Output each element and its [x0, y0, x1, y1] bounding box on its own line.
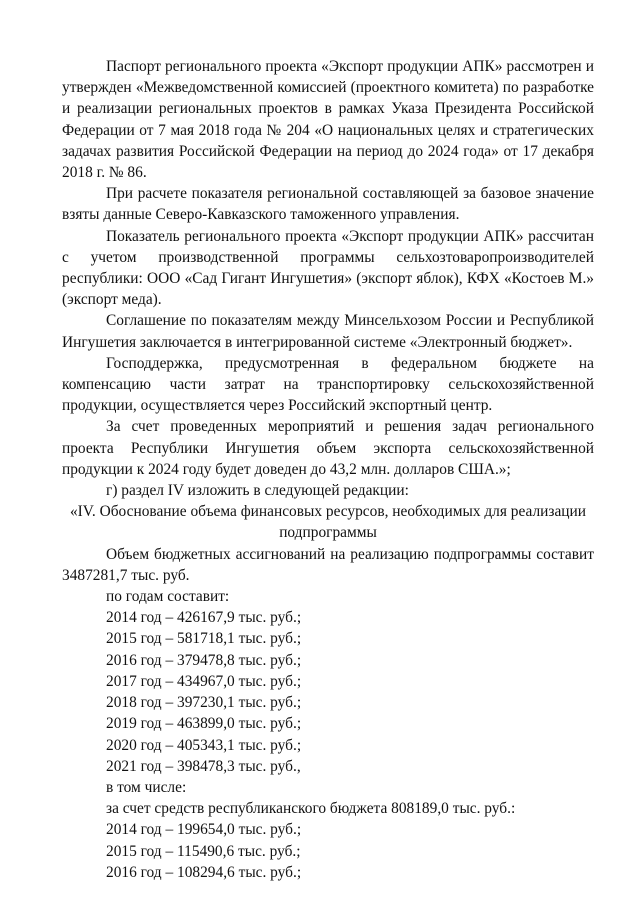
including-label: в том числе:: [106, 778, 187, 796]
year-line: 2016 год – 379478,8 тыс. руб.;: [106, 651, 302, 669]
year-line: 2017 год – 434967,0 тыс. руб.;: [106, 672, 302, 690]
paragraph-passport: Паспорт регионального проекта «Экспорт продукции АПК» рассмотрен и утвержден «Межведомственной комиссией (проектного комитета) по разработке и реализации региональных проектов в рамках Указа Президента Российской Федерации от 7 мая 2018 года № 204 «О национальных целях и стратегических задачах развития Российской Федерации на период до 2024 года» от 17 декабря 2018 г. № 86.: [62, 58, 594, 182]
by-years-label: по годам составит:: [106, 588, 230, 606]
section-heading: «IV. Обоснование объема финансовых ресурсов, необходимых для реализации подпрограммы: [69, 503, 587, 542]
paragraph-indicator: Показатель регионального проекта «Экспорт продукции АПК» рассчитан с учетом производственной программы сельхозтоваропроизводителей республики: ООО «Сад Гигант Ингушетия» (экспорт яблок), КФХ «Костоев М.» (экспорт меда).: [62, 227, 594, 309]
year-line: 2015 год – 581718,1 тыс. руб.;: [106, 630, 302, 648]
paragraph-budget-total: Объем бюджетных ассигнований на реализацию подпрограммы составит 3487281,7 тыс. руб.: [62, 545, 594, 584]
republic-year-line: 2016 год – 108294,6 тыс. руб.;: [106, 863, 302, 881]
republic-year-line: 2014 год – 199654,0 тыс. руб.;: [106, 821, 302, 839]
paragraph-state-support: Господдержка, предусмотренная в федеральном бюджете на компенсацию части затрат на транспортировку сельскохозяйственной продукции, осуществляется через Российский экспортный центр.: [62, 354, 594, 415]
year-line: 2021 год – 398478,3 тыс. руб.,: [106, 757, 301, 775]
year-line: 2018 год – 397230,1 тыс. руб.;: [106, 694, 302, 712]
paragraph-agreement: Соглашение по показателям между Минсельхозом России и Республикой Ингушетия заключается в интегрированной системе «Электронный бюджет».: [62, 312, 594, 351]
paragraph-base-value: При расчете показателя региональной составляющей за базовое значение взяты данные Северо-Кавказского таможенного управления.: [62, 185, 594, 224]
republic-year-line: 2015 год – 115490,6 тыс. руб.;: [106, 842, 301, 860]
year-line: 2019 год – 463899,0 тыс. руб.;: [106, 715, 302, 733]
year-line: 2020 год – 405343,1 тыс. руб.;: [106, 736, 302, 754]
republic-budget-label: за счет средств республиканского бюджета 808189,0 тыс. руб.:: [106, 800, 516, 818]
paragraph-export-volume: За счет проведенных мероприятий и решения задач регионального проекта Республики Ингушетия объем экспорта сельскохозяйственной продукции к 2024 году будет доведен до 43,2 млн. долларов США.»;: [62, 418, 594, 478]
year-line: 2014 год – 426167,9 тыс. руб.;: [106, 609, 302, 627]
paragraph-section-intro: г) раздел IV изложить в следующей редакции:: [106, 482, 409, 500]
